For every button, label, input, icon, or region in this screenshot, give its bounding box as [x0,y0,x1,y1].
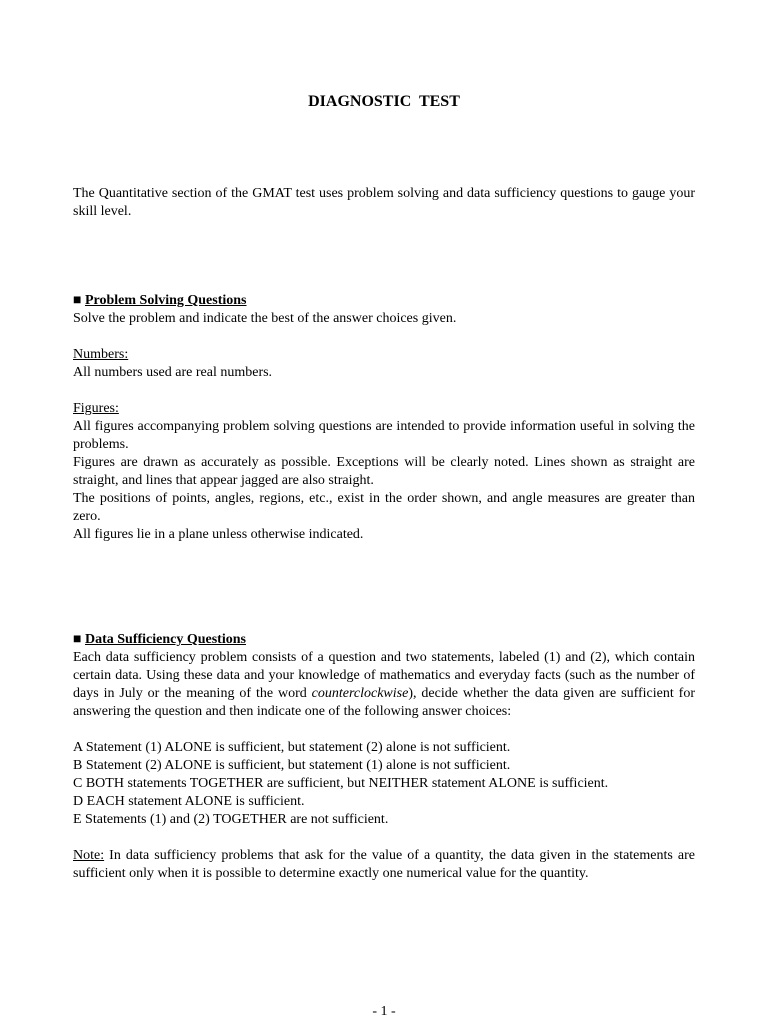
data-sufficiency-heading [73,631,695,649]
note-text: In data sufficiency problems that ask for the value of a quantity, the data given in the statements are sufficient only when it is possible to determine exactly one numerical value for the quantity. [73,848,695,881]
answer-choice: B Statement (2) ALONE is sufficient, but statement (1) alone is not sufficient. [73,758,511,773]
data-sufficiency-italic-word: counterclockwise [311,686,409,701]
problem-solving-heading [73,292,695,310]
answer-choice: D EACH statement ALONE is sufficient. [73,794,305,809]
figures-subheading: Figures: [73,401,119,416]
bullet-square-icon: ■ [73,632,82,647]
note-paragraph [73,847,695,883]
figures-paragraph-4: All figures lie in a plane unless otherwise indicated. [73,527,364,542]
document-title: DIAGNOSTIC TEST [308,93,460,110]
intro-section [73,185,695,221]
data-sufficiency-text-start: Each data sufficiency problem consists of a question and two statements, labeled (1) and (2), which contain certain data. Using these data and your knowledge of mathematics and everyday facts (such as the number of days in July or the meaning of the word [73,650,695,701]
problem-solving-heading-text: Problem Solving Questions [84,293,247,308]
page-number: - 1 - [372,1004,396,1019]
data-sufficiency-section [73,631,695,883]
data-sufficiency-paragraph [73,649,695,721]
problem-solving-section [73,292,695,544]
bullet-square-icon: ■ [73,293,82,308]
numbers-subheading: Numbers: [73,347,129,362]
data-sufficiency-text-end: ), decide whether the data given are sufficient for answering the question and then indicate one of the following answer choices: [73,686,695,719]
figures-paragraph-2: Figures are drawn as accurately as possible. Exceptions will be clearly noted. Lines shown as straight are straight, and lines that appear jagged are also straight. [73,455,695,488]
data-sufficiency-heading-text: Data Sufficiency Questions [84,632,246,647]
problem-solving-instruction: Solve the problem and indicate the best of the answer choices given. [73,311,457,326]
intro-paragraph: The Quantitative section of the GMAT test uses problem solving and data sufficiency questions to gauge your skill level. [73,186,695,219]
figures-paragraph-3: The positions of points, angles, regions, etc., exist in the order shown, and angle measures are greater than zero. [73,491,695,524]
answer-choice: A Statement (1) ALONE is sufficient, but statement (2) alone is not sufficient. [73,740,511,755]
answer-choice: E Statements (1) and (2) TOGETHER are not sufficient. [73,812,389,827]
numbers-text: All numbers used are real numbers. [73,365,273,380]
figures-paragraph-1: All figures accompanying problem solving questions are intended to provide information useful in solving the problems. [73,419,695,452]
note-label: Note: [73,848,105,863]
answer-choice: C BOTH statements TOGETHER are sufficient, but NEITHER statement ALONE is sufficient. [73,776,609,791]
